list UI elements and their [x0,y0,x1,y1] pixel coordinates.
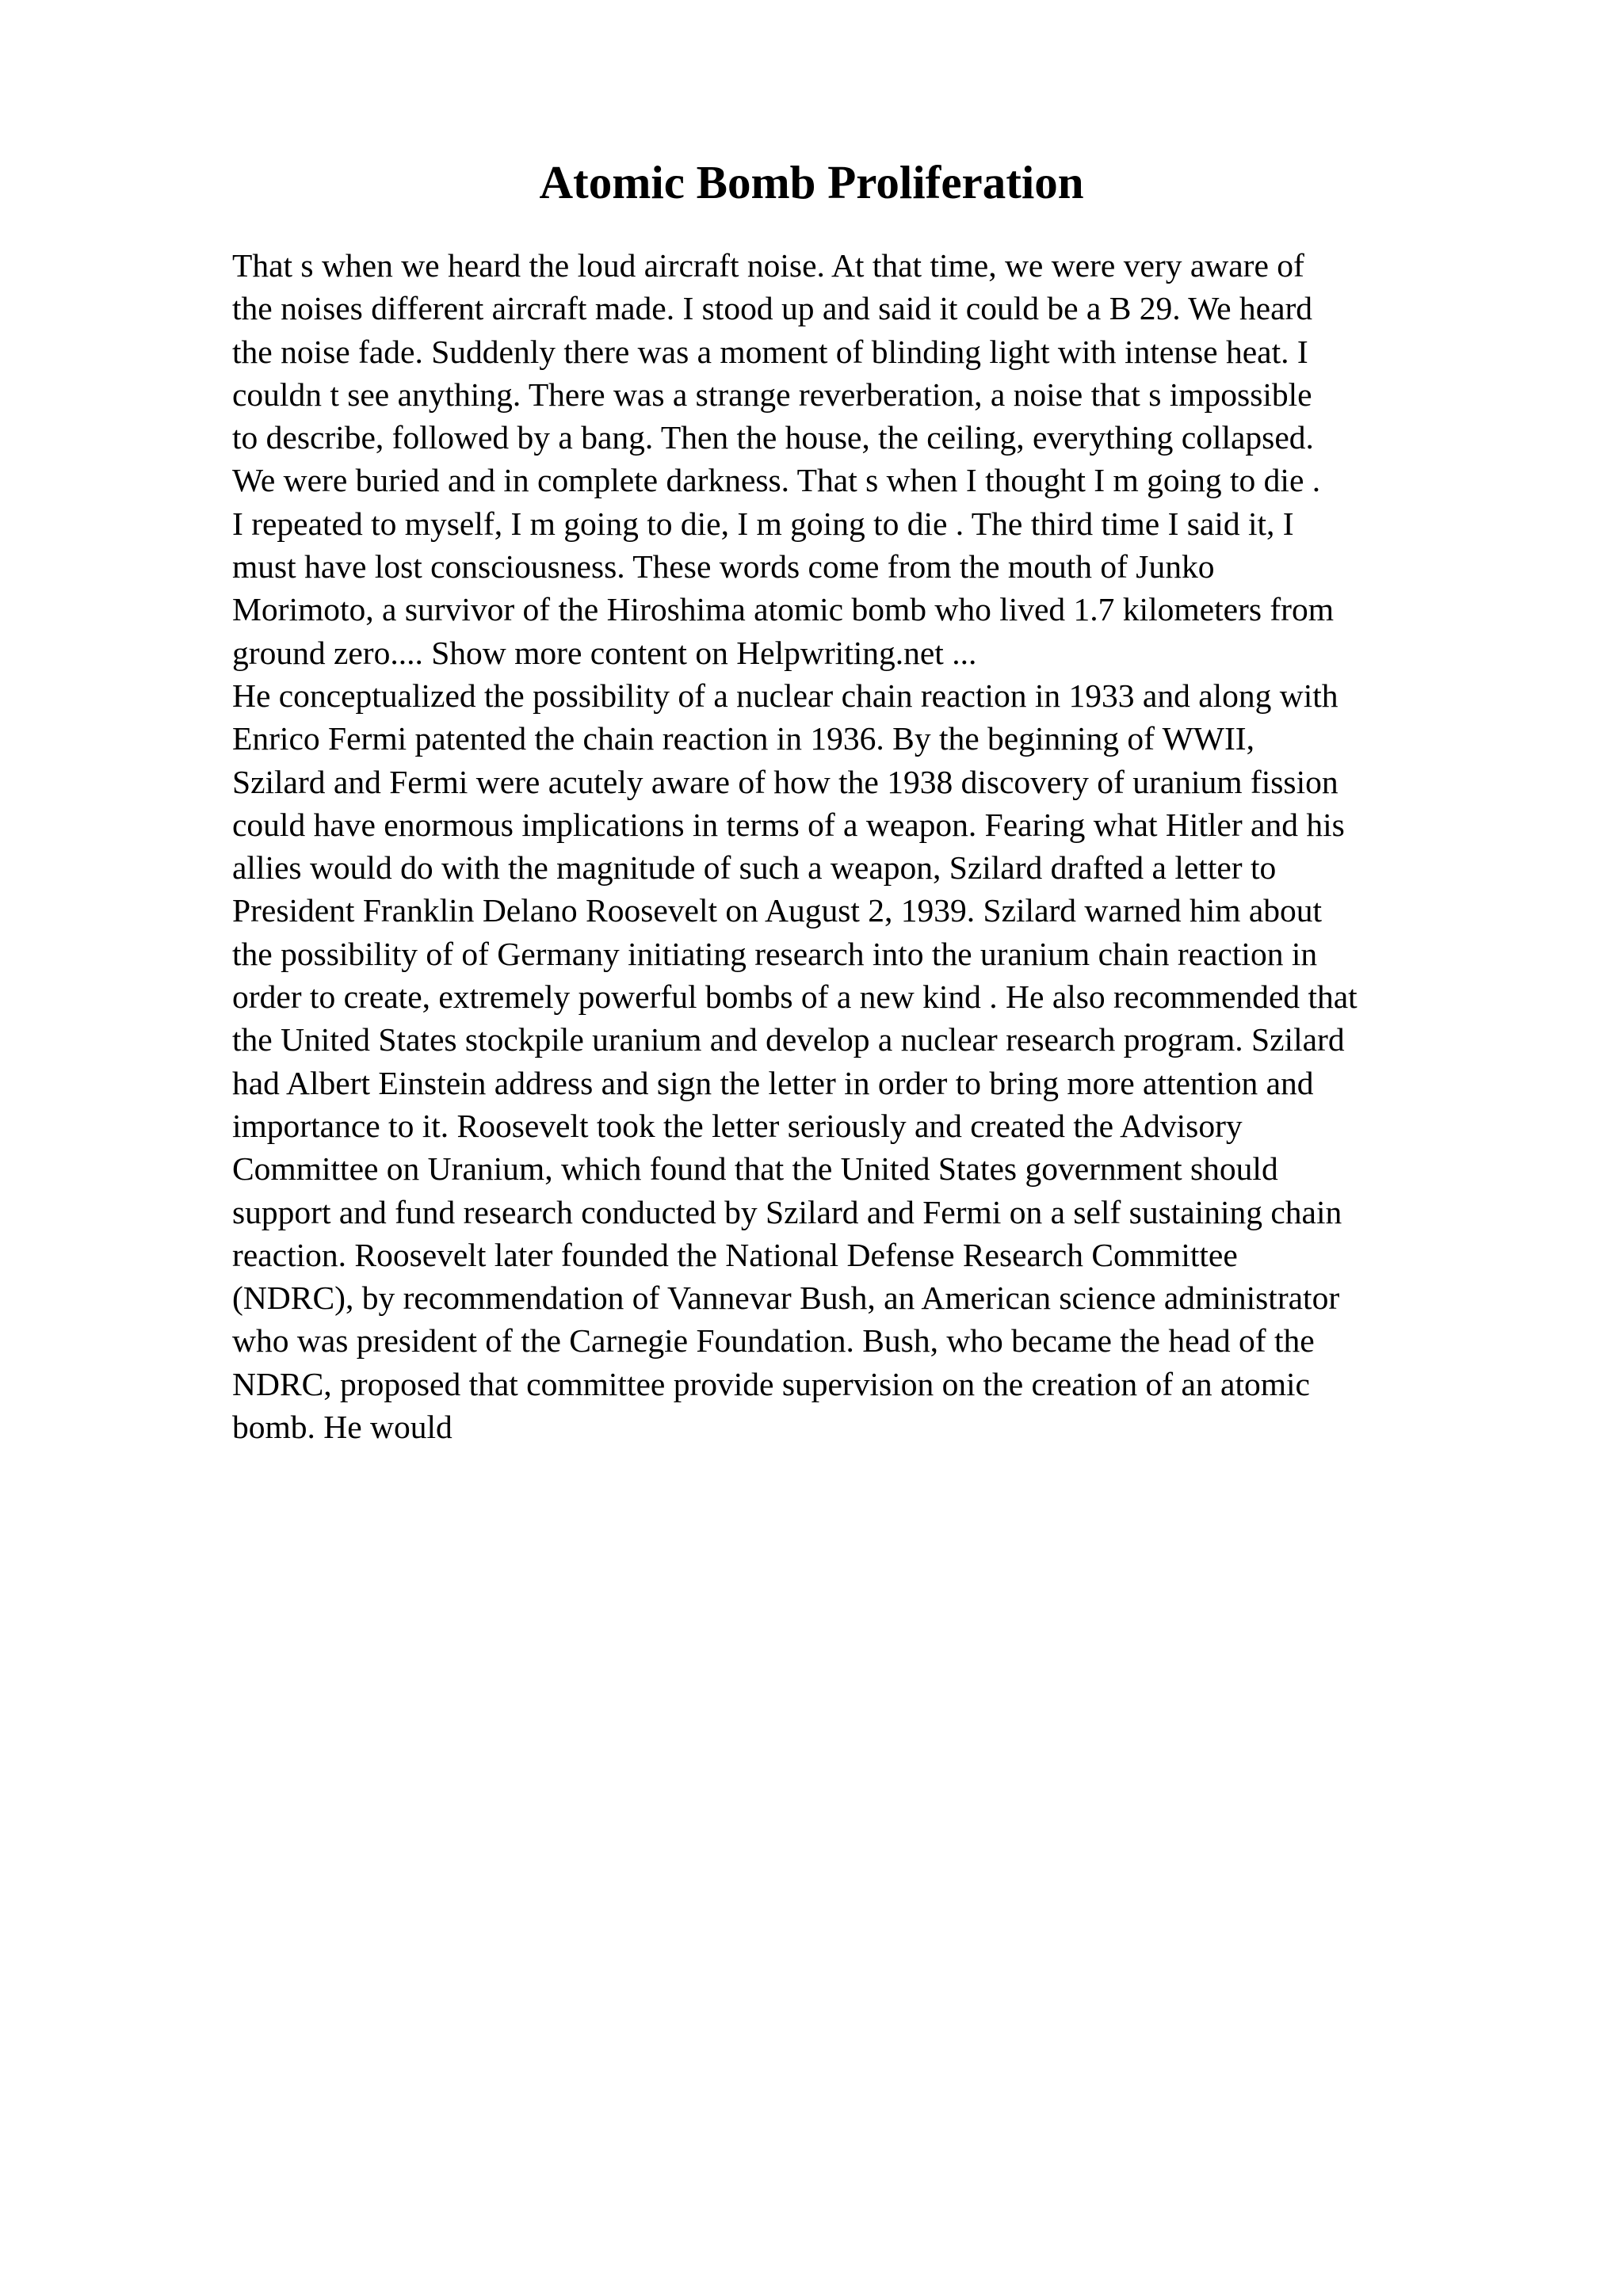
document-body [232,244,1516,1448]
body-line: couldn t see anything. There was a strange reverberation, a noise that s impossible [232,376,1312,413]
body-line: President Franklin Delano Roosevelt on August 2, 1939. Szilard warned him about [232,892,1323,929]
body-line: Morimoto, a survivor of the Hiroshima atomic bomb who lived 1.7 kilometers from [232,591,1335,628]
body-line: to describe, followed by a bang. Then the house, the ceiling, everything collapsed. [232,419,1314,456]
body-line: allies would do with the magnitude of such a weapon, Szilard drafted a letter to [232,849,1277,887]
body-line: NDRC, proposed that committee provide supervision on the creation of an atomic [232,1365,1310,1402]
document-title: Atomic Bomb Proliferation [539,156,1084,208]
body-line: support and fund research conducted by Szilard and Fermi on a self sustaining chain [232,1193,1342,1230]
body-line: ground zero.... Show more content on Helpwriting.net ... [232,634,977,671]
body-line: I repeated to myself, I m going to die, I m going to die . The third time I said it, I [232,505,1294,542]
body-line: who was president of the Carnegie Foundation. Bush, who became the head of the [232,1322,1315,1360]
body-line: That s when we heard the loud aircraft noise. At that time, we were very aware of [232,247,1304,284]
body-line: the possibility of of Germany initiating research into the uranium chain reaction in [232,935,1318,972]
body-line: He conceptualized the possibility of a nuclear chain reaction in 1933 and along with [232,677,1338,714]
body-line: had Albert Einstein address and sign the letter in order to bring more attention and [232,1064,1314,1101]
body-line: must have lost consciousness. These words come from the mouth of Junko [232,548,1215,585]
body-line: (NDRC), by recommendation of Vannevar Bush, an American science administrator [232,1280,1340,1317]
body-line: the noise fade. Suddenly there was a moment of blinding light with intense heat. I [232,333,1308,370]
body-line: order to create, extremely powerful bombs of a new kind . He also recommended that [232,978,1358,1016]
body-line: importance to it. Roosevelt took the letter seriously and created the Advisory [232,1107,1243,1144]
body-line: Szilard and Fermi were acutely aware of how the 1938 discovery of uranium fission [232,763,1338,800]
body-line: bomb. He would [232,1409,453,1446]
body-line: reaction. Roosevelt later founded the National Defense Research Committee [232,1236,1238,1273]
body-line: the noises different aircraft made. I stood up and said it could be a B 29. We heard [232,290,1313,327]
body-line: the United States stockpile uranium and develop a nuclear research program. Szilard [232,1021,1345,1058]
body-line: Enrico Fermi patented the chain reaction in 1936. By the beginning of WWII, [232,720,1254,757]
body-line: could have enormous implications in terms of a weapon. Fearing what Hitler and his [232,806,1345,843]
body-line: Committee on Uranium, which found that the United States government should [232,1150,1278,1188]
body-line: We were buried and in complete darkness. That s when I thought I m going to die . [232,462,1321,499]
